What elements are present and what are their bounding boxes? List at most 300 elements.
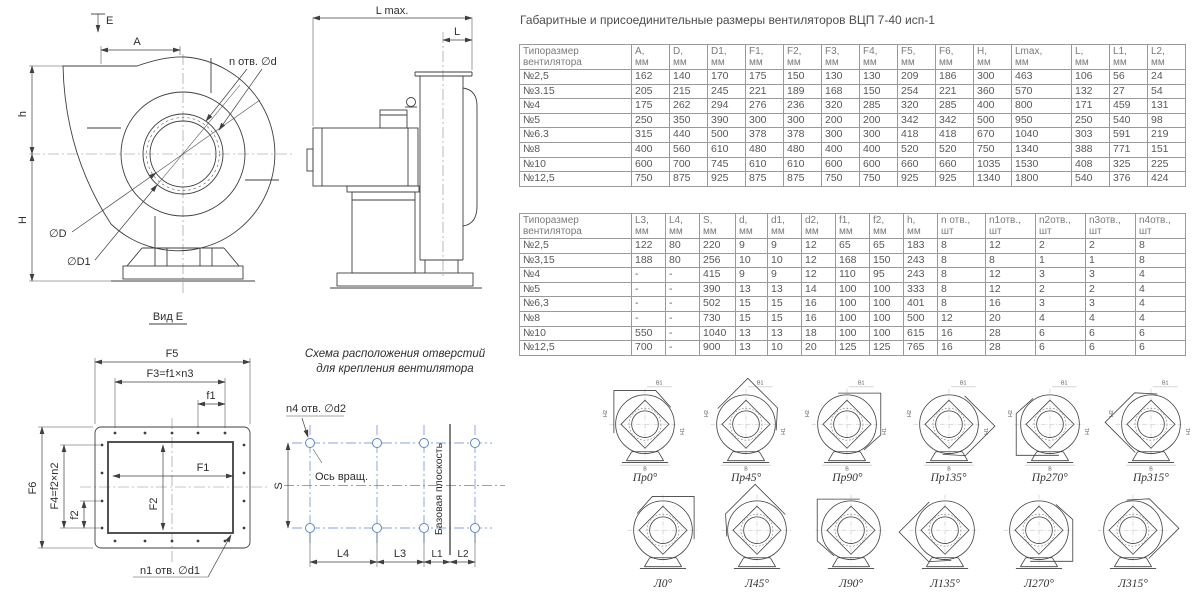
view-e-caption bbox=[149, 311, 187, 324]
cell: 140 bbox=[670, 70, 708, 85]
column-header: n3отв., шт bbox=[1086, 214, 1136, 239]
header-row bbox=[520, 214, 1186, 239]
cell: 15 bbox=[736, 311, 768, 326]
dim-l4-label: L4 bbox=[336, 548, 350, 560]
cell: 16 bbox=[802, 311, 836, 326]
cell: - bbox=[632, 311, 666, 326]
fan-diagram-svg bbox=[1086, 484, 1180, 580]
cell: 8 bbox=[986, 253, 1036, 268]
cell: 8 bbox=[1136, 239, 1186, 254]
row-label: №8 bbox=[520, 311, 632, 326]
cell: 28 bbox=[986, 326, 1036, 341]
cell: 600 bbox=[860, 157, 898, 172]
cell: 256 bbox=[700, 253, 736, 268]
cell: 480 bbox=[784, 142, 822, 157]
table-row bbox=[520, 157, 1186, 172]
cell: 6 bbox=[1036, 341, 1086, 356]
cell: 3 bbox=[1086, 268, 1136, 283]
cell: 12 bbox=[986, 239, 1036, 254]
dim-l-label: L bbox=[453, 26, 461, 38]
cell: 132 bbox=[1072, 84, 1110, 99]
rotation-axis-label: Ось вращ. bbox=[315, 471, 369, 483]
fan-orientation-diagram bbox=[598, 378, 692, 486]
cell: 110 bbox=[836, 268, 870, 283]
cell: - bbox=[666, 341, 700, 356]
cell: 20 bbox=[802, 341, 836, 356]
cell: 16 bbox=[938, 341, 986, 356]
cell: 205 bbox=[632, 84, 670, 99]
cell: - bbox=[632, 297, 666, 312]
cell: 2 bbox=[1036, 282, 1086, 297]
cell: 415 bbox=[700, 268, 736, 283]
column-header: F5, мм bbox=[898, 45, 936, 70]
cell: 236 bbox=[784, 99, 822, 114]
cell: 500 bbox=[708, 128, 746, 143]
fan-volute-outlet bbox=[817, 499, 860, 556]
dim-l2-label: L2 bbox=[457, 549, 469, 560]
fan-volute-outlet bbox=[637, 496, 694, 539]
cell: 388 bbox=[1072, 142, 1110, 157]
cell: 245 bbox=[708, 84, 746, 99]
cell: 189 bbox=[784, 84, 822, 99]
fan-volute-outlet bbox=[1105, 382, 1175, 452]
cell: 400 bbox=[632, 142, 670, 157]
cell: 700 bbox=[670, 157, 708, 172]
cell: 16 bbox=[938, 326, 986, 341]
cell: 243 bbox=[904, 268, 938, 283]
page-title: Габаритные и присоединительные размеры вентиляторов ВЦП 7-40 исп-1 bbox=[520, 13, 935, 27]
cell: 13 bbox=[768, 326, 802, 341]
column-header: f2, мм bbox=[870, 214, 904, 239]
cell: 10 bbox=[736, 253, 768, 268]
cell: 285 bbox=[936, 99, 974, 114]
dim-h-label: h bbox=[17, 110, 29, 118]
cell: 12 bbox=[802, 253, 836, 268]
column-header: d2, мм bbox=[802, 214, 836, 239]
column-header: d1, мм bbox=[768, 214, 802, 239]
cell: 300 bbox=[974, 70, 1012, 85]
header-row bbox=[520, 45, 1186, 70]
cell: 100 bbox=[836, 297, 870, 312]
fan-volute-outlet bbox=[715, 484, 785, 554]
cell: 600 bbox=[632, 157, 670, 172]
cell: 16 bbox=[802, 297, 836, 312]
column-header: n отв., шт bbox=[938, 214, 986, 239]
holes-layout-grid bbox=[284, 424, 505, 555]
column-header: Lmax, мм bbox=[1012, 45, 1072, 70]
fan-diagram-svg bbox=[902, 378, 996, 474]
mini-dim-b1: B1 bbox=[959, 380, 967, 387]
cell: 3 bbox=[1036, 297, 1086, 312]
table-row bbox=[520, 99, 1186, 114]
dimensions-table-1 bbox=[519, 44, 1186, 187]
column-header: L4, мм bbox=[666, 214, 700, 239]
cell: 13 bbox=[736, 326, 768, 341]
dim-f3-label: F3=f1×n3 bbox=[146, 368, 194, 380]
cell: 424 bbox=[1148, 172, 1186, 187]
fan-orientation-diagram bbox=[898, 484, 992, 592]
cell: 162 bbox=[632, 70, 670, 85]
table-row bbox=[520, 326, 1186, 341]
fan-diagram-svg bbox=[1003, 378, 1097, 474]
fan-volute-outlet bbox=[1016, 398, 1059, 455]
fan-orientation-label: Л45° bbox=[745, 578, 769, 590]
cell: 6 bbox=[1136, 326, 1186, 341]
cell: 170 bbox=[708, 70, 746, 85]
cell: 520 bbox=[936, 142, 974, 157]
base-plane-label: Базовая плоскость bbox=[433, 442, 445, 536]
cell: 12 bbox=[986, 282, 1036, 297]
fan-orientation-row-right bbox=[598, 378, 1198, 486]
mini-dim-b: B bbox=[845, 466, 850, 473]
cell: 250 bbox=[1072, 113, 1110, 128]
fan-diagram-svg bbox=[1104, 378, 1198, 474]
cell: 315 bbox=[632, 128, 670, 143]
cell: 925 bbox=[708, 172, 746, 187]
cell: 750 bbox=[860, 172, 898, 187]
cell: 570 bbox=[1012, 84, 1072, 99]
cell: 750 bbox=[974, 142, 1012, 157]
dim-f5-label: F5 bbox=[165, 348, 179, 360]
cell: 378 bbox=[784, 128, 822, 143]
cell: 10 bbox=[768, 253, 802, 268]
cell: 125 bbox=[836, 341, 870, 356]
mini-dim-b1: B1 bbox=[858, 380, 865, 387]
table-row bbox=[520, 253, 1186, 268]
fan-volute-outlet bbox=[838, 393, 881, 450]
cell: 13 bbox=[768, 282, 802, 297]
side-view-drawing bbox=[300, 4, 514, 296]
side-view-body bbox=[307, 72, 482, 288]
cell: 6 bbox=[1086, 341, 1136, 356]
cell: - bbox=[666, 326, 700, 341]
cell: 151 bbox=[1148, 142, 1186, 157]
fan-diagram-svg bbox=[898, 484, 992, 580]
cell: 771 bbox=[1110, 142, 1148, 157]
cell: 745 bbox=[708, 157, 746, 172]
cell: 9 bbox=[736, 268, 768, 283]
cell: 520 bbox=[898, 142, 936, 157]
row-label: №4 bbox=[520, 99, 632, 114]
cell: 125 bbox=[870, 341, 904, 356]
n4-holes-label: n4 отв. ∅d2 bbox=[286, 403, 346, 415]
cell: 1530 bbox=[1012, 157, 1072, 172]
fan-orientation-diagram bbox=[1086, 484, 1180, 592]
dimensions-table-2 bbox=[519, 213, 1186, 356]
row-label: №5 bbox=[520, 282, 632, 297]
cell: 243 bbox=[904, 253, 938, 268]
cell: 6 bbox=[1136, 341, 1186, 356]
mini-dim-h1: H1 bbox=[983, 427, 990, 435]
dim-s-label: S bbox=[273, 482, 285, 490]
mini-dim-b: B bbox=[1047, 466, 1052, 473]
front-view-drawing bbox=[15, 4, 305, 330]
cell: 250 bbox=[632, 113, 670, 128]
fan-diagram-svg bbox=[699, 378, 793, 474]
cell: 440 bbox=[670, 128, 708, 143]
cell: 100 bbox=[836, 326, 870, 341]
cell: 700 bbox=[632, 341, 666, 356]
mini-dim-b1: B1 bbox=[1161, 380, 1169, 387]
cell: 459 bbox=[1110, 99, 1148, 114]
column-header: L, мм bbox=[1072, 45, 1110, 70]
dim-f1-pitch-label: f1 bbox=[206, 390, 216, 402]
cell: 65 bbox=[870, 239, 904, 254]
cell: 219 bbox=[1148, 128, 1186, 143]
cell: 2 bbox=[1086, 239, 1136, 254]
cell: 130 bbox=[822, 70, 860, 85]
cell: 376 bbox=[1110, 172, 1148, 187]
view-e-arrow-label: E bbox=[106, 15, 114, 27]
cell: 1800 bbox=[1012, 172, 1072, 187]
mini-dim-b1: B1 bbox=[1060, 380, 1068, 387]
cell: 660 bbox=[898, 157, 936, 172]
table-row bbox=[520, 311, 1186, 326]
cell: 15 bbox=[768, 297, 802, 312]
cell: 1040 bbox=[1012, 128, 1072, 143]
cell: 378 bbox=[746, 128, 784, 143]
mini-dim-b1: B1 bbox=[757, 380, 764, 387]
dim-f6-label: F6 bbox=[27, 481, 39, 495]
cell: 16 bbox=[986, 297, 1036, 312]
cell: 400 bbox=[822, 142, 860, 157]
holes-layout-labels bbox=[273, 403, 475, 567]
cell: 9 bbox=[736, 239, 768, 254]
column-header: F4, мм bbox=[860, 45, 898, 70]
fan-diagram-svg bbox=[992, 484, 1086, 580]
cell: 8 bbox=[1136, 253, 1186, 268]
cell: 615 bbox=[904, 326, 938, 341]
column-header: L3, мм bbox=[632, 214, 666, 239]
column-header: D1, мм bbox=[708, 45, 746, 70]
row-label: №8 bbox=[520, 142, 632, 157]
column-header: n1отв., шт bbox=[986, 214, 1036, 239]
fan-orientation-label: Л135° bbox=[930, 578, 960, 590]
cell: 320 bbox=[898, 99, 936, 114]
cell: 9 bbox=[768, 268, 802, 283]
mini-dim-h2: H2 bbox=[805, 410, 812, 417]
column-header: F1, мм bbox=[746, 45, 784, 70]
holes-layout-drawing bbox=[272, 340, 520, 592]
cell: 10 bbox=[768, 341, 802, 356]
fan-orientation-label: Л315° bbox=[1118, 578, 1148, 590]
mini-dim-h1: H1 bbox=[680, 427, 687, 435]
cell: 418 bbox=[936, 128, 974, 143]
cell: 254 bbox=[898, 84, 936, 99]
orientation-diagrams bbox=[598, 378, 1198, 592]
cell: 8 bbox=[938, 239, 986, 254]
cell: - bbox=[632, 282, 666, 297]
cell: 54 bbox=[1148, 84, 1186, 99]
cell: 12 bbox=[802, 268, 836, 283]
cell: 80 bbox=[666, 253, 700, 268]
cell: 8 bbox=[938, 268, 986, 283]
mini-dim-h2: H2 bbox=[602, 410, 609, 417]
row-label: №12,5 bbox=[520, 172, 632, 187]
cell: 300 bbox=[784, 113, 822, 128]
cell: 56 bbox=[1110, 70, 1148, 85]
cell: 188 bbox=[632, 253, 666, 268]
cell: 360 bbox=[974, 84, 1012, 99]
column-header: D, мм bbox=[670, 45, 708, 70]
fan-orientation-label: Пр315° bbox=[1132, 472, 1169, 484]
cell: 342 bbox=[898, 113, 936, 128]
cell: 1035 bbox=[974, 157, 1012, 172]
cell: 800 bbox=[1012, 99, 1072, 114]
cell: 131 bbox=[1148, 99, 1186, 114]
cell: - bbox=[666, 311, 700, 326]
cell: 560 bbox=[670, 142, 708, 157]
fan-orientation-label: Пр90° bbox=[832, 472, 863, 484]
cell: 98 bbox=[1148, 113, 1186, 128]
cell: 670 bbox=[974, 128, 1012, 143]
cell: 6 bbox=[1086, 326, 1136, 341]
fan-orientation-diagram bbox=[710, 484, 804, 592]
row-label: №5 bbox=[520, 113, 632, 128]
cell: 12 bbox=[986, 268, 1036, 283]
cell: 3 bbox=[1086, 297, 1136, 312]
cell: 100 bbox=[870, 326, 904, 341]
cell: 300 bbox=[822, 128, 860, 143]
cell: 200 bbox=[822, 113, 860, 128]
cell: 2 bbox=[1036, 239, 1086, 254]
cell: 220 bbox=[700, 239, 736, 254]
row-label: №2,5 bbox=[520, 239, 632, 254]
column-header: f1, мм bbox=[836, 214, 870, 239]
column-header: S, мм bbox=[700, 214, 736, 239]
cell: 15 bbox=[768, 311, 802, 326]
cell: 400 bbox=[860, 142, 898, 157]
cell: 171 bbox=[1072, 99, 1110, 114]
fan-orientation-diagram bbox=[699, 378, 793, 486]
fan-orientation-label: Пр270° bbox=[1031, 472, 1068, 484]
cell: - bbox=[666, 297, 700, 312]
flange-holes-label: n1 отв. ∅d1 bbox=[140, 565, 200, 577]
cell: 390 bbox=[700, 282, 736, 297]
cell: 480 bbox=[746, 142, 784, 157]
cell: 100 bbox=[870, 311, 904, 326]
cell: 750 bbox=[822, 172, 860, 187]
dim-l3-label: L3 bbox=[393, 548, 407, 560]
fan-orientation-diagram bbox=[616, 484, 710, 592]
cell: 502 bbox=[700, 297, 736, 312]
cell: 333 bbox=[904, 282, 938, 297]
mini-dim-h2: H2 bbox=[703, 410, 710, 417]
table-row bbox=[520, 172, 1186, 187]
mini-dim-h2: H2 bbox=[1108, 410, 1115, 417]
mini-dim-h2: H2 bbox=[906, 410, 913, 417]
row-label: №12,5 bbox=[520, 341, 632, 356]
table-row bbox=[520, 268, 1186, 283]
cell: 500 bbox=[974, 113, 1012, 128]
column-header: d, мм bbox=[736, 214, 768, 239]
fan-orientation-label: Пр0° bbox=[632, 472, 658, 484]
column-header: L1, мм bbox=[1110, 45, 1148, 70]
cell: 325 bbox=[1110, 157, 1148, 172]
fan-orientation-diagram bbox=[1104, 378, 1198, 486]
mini-dim-b: B bbox=[946, 466, 951, 473]
cell: 15 bbox=[736, 297, 768, 312]
cell: 401 bbox=[904, 297, 938, 312]
fan-diagram-svg bbox=[804, 484, 898, 580]
cell: 9 bbox=[768, 239, 802, 254]
cell: 168 bbox=[836, 253, 870, 268]
mini-dim-h1: H1 bbox=[1186, 427, 1193, 435]
fan-orientation-label: Пр135° bbox=[930, 472, 967, 484]
fan-diagram-svg bbox=[616, 484, 710, 580]
side-view-dimensions bbox=[313, 5, 472, 126]
cell: 262 bbox=[670, 99, 708, 114]
cell: 65 bbox=[836, 239, 870, 254]
cell: 200 bbox=[860, 113, 898, 128]
cell: 4 bbox=[1136, 282, 1186, 297]
cell: 175 bbox=[632, 99, 670, 114]
cell: 24 bbox=[1148, 70, 1186, 85]
cell: 4 bbox=[1136, 268, 1186, 283]
mini-dim-b1: B1 bbox=[655, 380, 663, 387]
cell: 600 bbox=[822, 157, 860, 172]
fan-orientation-label: Л90° bbox=[839, 578, 863, 590]
fan-diagram-svg bbox=[598, 378, 692, 474]
cell: 209 bbox=[898, 70, 936, 85]
row-label: №4 bbox=[520, 268, 632, 283]
column-header: F6, мм bbox=[936, 45, 974, 70]
cell: 27 bbox=[1110, 84, 1148, 99]
cell: 168 bbox=[822, 84, 860, 99]
cell: 300 bbox=[746, 113, 784, 128]
table-row bbox=[520, 282, 1186, 297]
dia-d1-label: ∅D1 bbox=[67, 256, 91, 268]
row-label: №6.3 bbox=[520, 128, 632, 143]
cell: 6 bbox=[1036, 326, 1086, 341]
fan-orientation-diagram bbox=[992, 484, 1086, 592]
cell: 300 bbox=[860, 128, 898, 143]
cell: 12 bbox=[938, 311, 986, 326]
cell: 660 bbox=[936, 157, 974, 172]
row-label: №10 bbox=[520, 326, 632, 341]
cell: 13 bbox=[736, 282, 768, 297]
flange-body bbox=[95, 427, 250, 548]
dim-hh-label: H bbox=[17, 216, 29, 224]
cell: 750 bbox=[632, 172, 670, 187]
cell: 106 bbox=[1072, 70, 1110, 85]
cell: 221 bbox=[936, 84, 974, 99]
cell: 550 bbox=[632, 326, 666, 341]
column-header: h, мм bbox=[904, 214, 938, 239]
holes-layout-title-line2: для крепления вентилятора bbox=[316, 363, 474, 375]
cell: 8 bbox=[938, 297, 986, 312]
table-row bbox=[520, 113, 1186, 128]
cell: 730 bbox=[700, 311, 736, 326]
cell: 500 bbox=[904, 311, 938, 326]
cell: 18 bbox=[802, 326, 836, 341]
cell: 591 bbox=[1110, 128, 1148, 143]
column-header: Типоразмер вентилятора bbox=[520, 45, 632, 70]
column-header: A, мм bbox=[632, 45, 670, 70]
dim-l1-label: L1 bbox=[431, 549, 443, 560]
fan-volute-outlet bbox=[1030, 504, 1073, 561]
cell: 95 bbox=[870, 268, 904, 283]
cell: 610 bbox=[784, 157, 822, 172]
mini-dim-b: B bbox=[643, 466, 647, 473]
cell: 1 bbox=[1086, 253, 1136, 268]
cell: 320 bbox=[822, 99, 860, 114]
fan-orientation-diagram bbox=[800, 378, 894, 486]
row-label: №3.15 bbox=[520, 84, 632, 99]
cell: 225 bbox=[1148, 157, 1186, 172]
column-header: Типоразмер вентилятора bbox=[520, 214, 632, 239]
cell: 400 bbox=[974, 99, 1012, 114]
